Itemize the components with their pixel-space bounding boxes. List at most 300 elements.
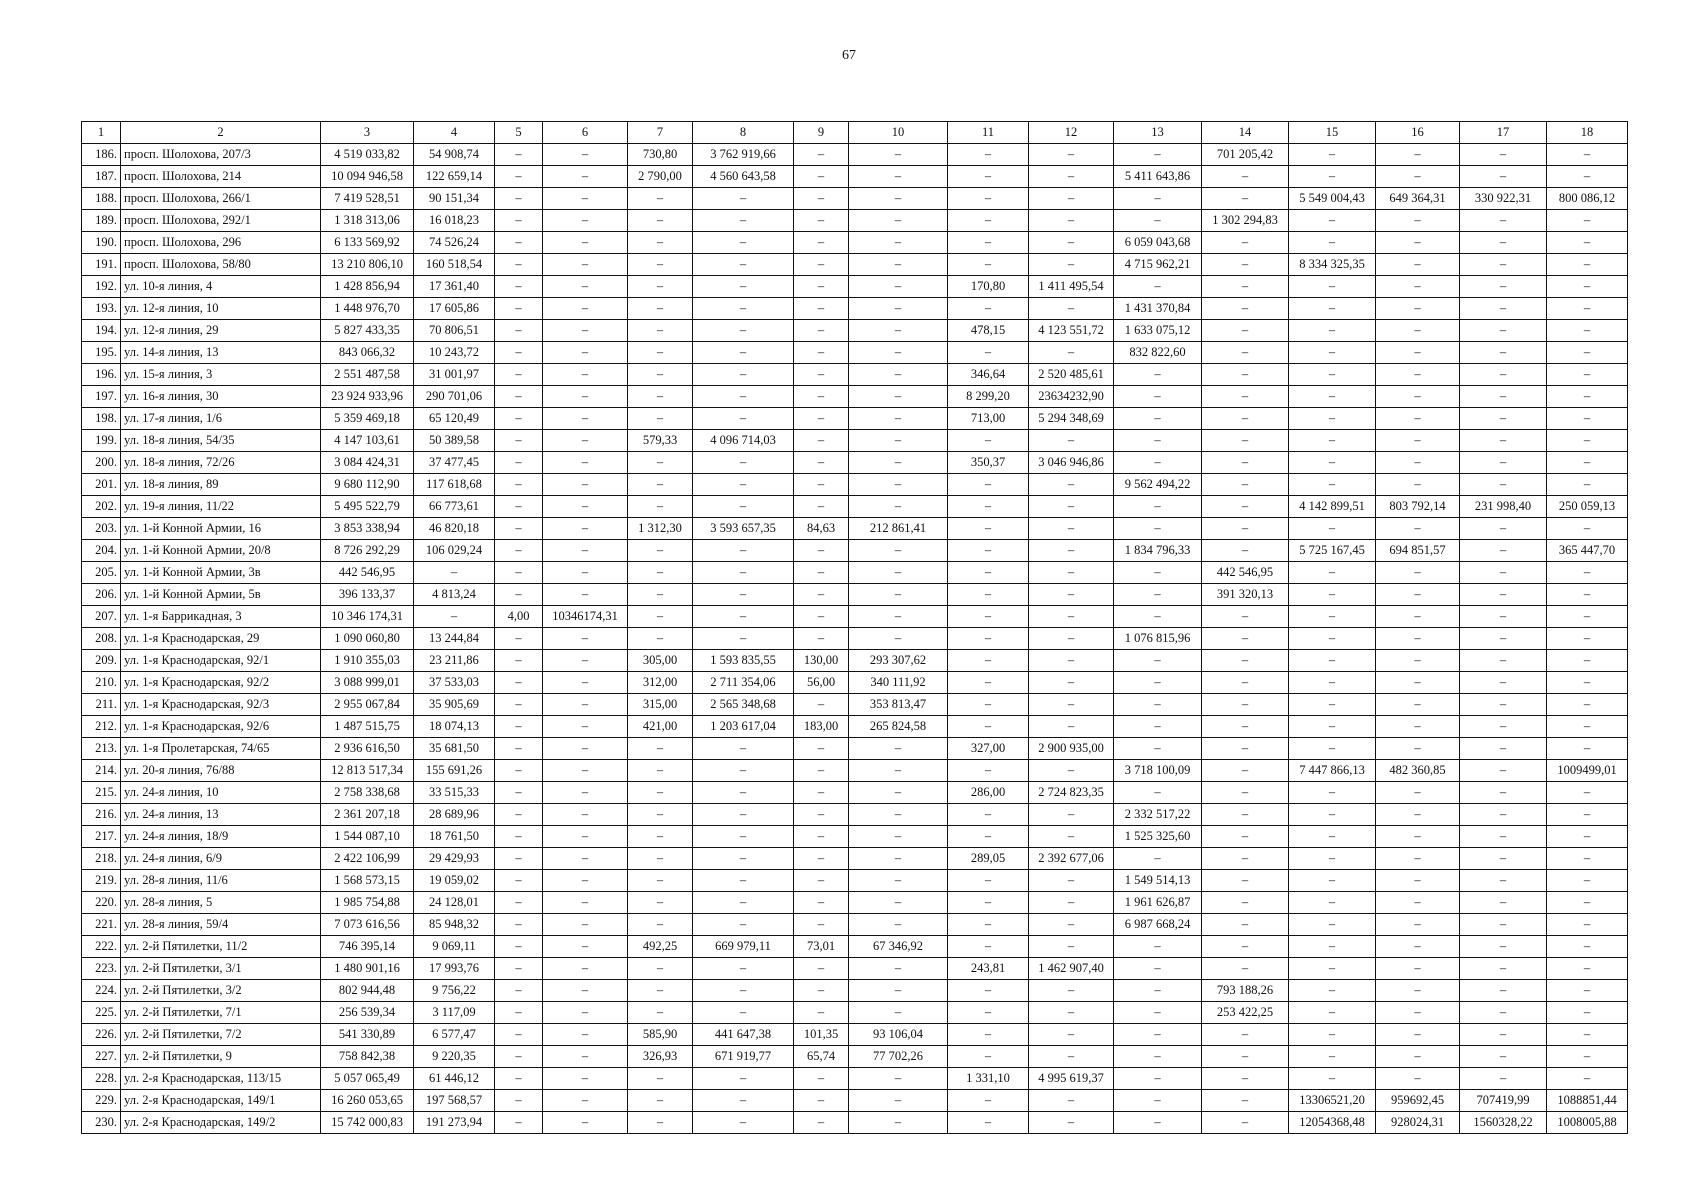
value-cell: – <box>849 562 948 584</box>
value-cell: – <box>495 892 543 914</box>
value-cell: – <box>948 694 1029 716</box>
value-cell: 23 211,86 <box>414 650 495 672</box>
value-cell: – <box>794 1112 849 1134</box>
value-cell: 1008005,88 <box>1547 1112 1628 1134</box>
value-cell: – <box>849 144 948 166</box>
value-cell: – <box>693 386 794 408</box>
value-cell: – <box>1460 804 1547 826</box>
row-number: 226. <box>82 1024 121 1046</box>
value-cell: – <box>1376 936 1460 958</box>
value-cell: 1 593 835,55 <box>693 650 794 672</box>
address-cell: ул. 28-я линия, 5 <box>121 892 321 914</box>
value-cell: 326,93 <box>628 1046 693 1068</box>
value-cell: 4 715 962,21 <box>1114 254 1202 276</box>
value-cell: – <box>495 716 543 738</box>
value-cell: – <box>1460 892 1547 914</box>
value-cell: 6 577,47 <box>414 1024 495 1046</box>
address-cell: ул. 15-я линия, 3 <box>121 364 321 386</box>
value-cell: 694 851,57 <box>1376 540 1460 562</box>
value-cell: – <box>1029 716 1114 738</box>
table-row <box>82 958 1628 980</box>
value-cell: – <box>1547 628 1628 650</box>
value-cell: 758 842,38 <box>321 1046 414 1068</box>
table-row <box>82 210 1628 232</box>
value-cell: 353 813,47 <box>849 694 948 716</box>
value-cell: – <box>1547 144 1628 166</box>
column-header-15: 15 <box>1289 122 1376 144</box>
value-cell: – <box>628 870 693 892</box>
value-cell: – <box>495 166 543 188</box>
value-cell: 16 260 053,65 <box>321 1090 414 1112</box>
value-cell: – <box>794 870 849 892</box>
value-cell: 1 480 901,16 <box>321 958 414 980</box>
value-cell: – <box>543 342 628 364</box>
value-cell: – <box>794 408 849 430</box>
table-row <box>82 408 1628 430</box>
table-row <box>82 980 1628 1002</box>
value-cell: – <box>1376 1002 1460 1024</box>
value-cell: – <box>948 430 1029 452</box>
value-cell: – <box>1289 782 1376 804</box>
row-number: 194. <box>82 320 121 342</box>
value-cell: – <box>1289 1068 1376 1090</box>
table-row <box>82 1068 1628 1090</box>
value-cell: – <box>1029 606 1114 628</box>
row-number: 189. <box>82 210 121 232</box>
value-cell: – <box>495 804 543 826</box>
value-cell: 67 346,92 <box>849 936 948 958</box>
value-cell: – <box>495 1046 543 1068</box>
value-cell: – <box>849 386 948 408</box>
value-cell: – <box>1114 848 1202 870</box>
value-cell: – <box>849 210 948 232</box>
value-cell: – <box>948 562 1029 584</box>
value-cell: 959692,45 <box>1376 1090 1460 1112</box>
value-cell: – <box>495 782 543 804</box>
value-cell: 2 758 338,68 <box>321 782 414 804</box>
value-cell: – <box>1547 958 1628 980</box>
value-cell: – <box>1289 166 1376 188</box>
value-cell: 10 094 946,58 <box>321 166 414 188</box>
address-cell: ул. 1-й Конной Армии, 20/8 <box>121 540 321 562</box>
column-header-10: 10 <box>849 122 948 144</box>
value-cell: 1088851,44 <box>1547 1090 1628 1112</box>
value-cell: 13 210 806,10 <box>321 254 414 276</box>
row-number: 215. <box>82 782 121 804</box>
value-cell: – <box>1202 518 1289 540</box>
value-cell: 12 813 517,34 <box>321 760 414 782</box>
value-cell: 35 681,50 <box>414 738 495 760</box>
value-cell: 730,80 <box>628 144 693 166</box>
address-cell: ул. 2-я Краснодарская, 149/1 <box>121 1090 321 1112</box>
value-cell: – <box>495 496 543 518</box>
value-cell: – <box>543 166 628 188</box>
value-cell: – <box>1547 232 1628 254</box>
value-cell: – <box>1202 1112 1289 1134</box>
value-cell: – <box>1202 936 1289 958</box>
address-cell: ул. 18-я линия, 89 <box>121 474 321 496</box>
value-cell: – <box>1114 188 1202 210</box>
value-cell: – <box>1029 188 1114 210</box>
value-cell: 1 985 754,88 <box>321 892 414 914</box>
value-cell: 50 389,58 <box>414 430 495 452</box>
value-cell: – <box>693 188 794 210</box>
value-cell: – <box>948 1046 1029 1068</box>
row-number: 207. <box>82 606 121 628</box>
value-cell: – <box>693 628 794 650</box>
value-cell: – <box>849 540 948 562</box>
value-cell: 1009499,01 <box>1547 760 1628 782</box>
value-cell: – <box>495 386 543 408</box>
value-cell: 1 448 976,70 <box>321 298 414 320</box>
value-cell: 649 364,31 <box>1376 188 1460 210</box>
address-cell: ул. 24-я линия, 13 <box>121 804 321 826</box>
value-cell: – <box>1289 694 1376 716</box>
value-cell: – <box>543 320 628 342</box>
value-cell: – <box>1547 584 1628 606</box>
column-header-9: 9 <box>794 122 849 144</box>
value-cell: 293 307,62 <box>849 650 948 672</box>
value-cell: 3 117,09 <box>414 1002 495 1024</box>
value-cell: – <box>1547 210 1628 232</box>
row-number: 225. <box>82 1002 121 1024</box>
value-cell: – <box>1460 276 1547 298</box>
value-cell: – <box>628 210 693 232</box>
value-cell: – <box>495 826 543 848</box>
value-cell: – <box>1029 650 1114 672</box>
value-cell: 5 411 643,86 <box>1114 166 1202 188</box>
column-header-18: 18 <box>1547 122 1628 144</box>
table-row <box>82 254 1628 276</box>
value-cell: – <box>1376 584 1460 606</box>
row-number: 195. <box>82 342 121 364</box>
value-cell: 746 395,14 <box>321 936 414 958</box>
value-cell: – <box>543 276 628 298</box>
value-cell: – <box>1376 452 1460 474</box>
value-cell: 17 993,76 <box>414 958 495 980</box>
value-cell: 290 701,06 <box>414 386 495 408</box>
value-cell: – <box>693 980 794 1002</box>
address-cell: ул. 12-я линия, 29 <box>121 320 321 342</box>
row-number: 219. <box>82 870 121 892</box>
value-cell: 117 618,68 <box>414 474 495 496</box>
value-cell: – <box>543 540 628 562</box>
value-cell: – <box>1029 210 1114 232</box>
value-cell: – <box>1289 232 1376 254</box>
value-cell: – <box>1460 1046 1547 1068</box>
value-cell: 346,64 <box>948 364 1029 386</box>
value-cell: – <box>1376 298 1460 320</box>
value-cell: 28 689,96 <box>414 804 495 826</box>
table-row <box>82 1090 1628 1112</box>
value-cell: – <box>1029 474 1114 496</box>
value-cell: – <box>948 672 1029 694</box>
table-row <box>82 584 1628 606</box>
value-cell: 243,81 <box>948 958 1029 980</box>
value-cell: – <box>693 1090 794 1112</box>
value-cell: – <box>794 958 849 980</box>
value-cell: – <box>849 958 948 980</box>
value-cell: – <box>794 562 849 584</box>
value-cell: – <box>794 606 849 628</box>
value-cell: 10 346 174,31 <box>321 606 414 628</box>
value-cell: – <box>1376 518 1460 540</box>
value-cell: – <box>948 1090 1029 1112</box>
value-cell: – <box>849 848 948 870</box>
address-cell: ул. 1-я Краснодарская, 92/2 <box>121 672 321 694</box>
value-cell: 1 318 313,06 <box>321 210 414 232</box>
value-cell: – <box>495 1090 543 1112</box>
value-cell: – <box>1547 298 1628 320</box>
value-cell: – <box>693 914 794 936</box>
value-cell: – <box>628 804 693 826</box>
value-cell: – <box>1547 364 1628 386</box>
value-cell: – <box>543 1112 628 1134</box>
value-cell: – <box>543 1002 628 1024</box>
value-cell: 170,80 <box>948 276 1029 298</box>
value-cell: – <box>693 1112 794 1134</box>
row-number: 186. <box>82 144 121 166</box>
row-number: 200. <box>82 452 121 474</box>
row-number: 198. <box>82 408 121 430</box>
value-cell: 4 096 714,03 <box>693 430 794 452</box>
value-cell: – <box>495 320 543 342</box>
value-cell: – <box>628 342 693 364</box>
value-cell: – <box>1289 298 1376 320</box>
value-cell: – <box>1029 254 1114 276</box>
value-cell: 90 151,34 <box>414 188 495 210</box>
value-cell: – <box>1289 980 1376 1002</box>
table-row <box>82 1046 1628 1068</box>
value-cell: – <box>1029 232 1114 254</box>
value-cell: 9 220,35 <box>414 1046 495 1068</box>
value-cell: – <box>794 738 849 760</box>
value-cell: – <box>1376 606 1460 628</box>
value-cell: 1 525 325,60 <box>1114 826 1202 848</box>
value-cell: – <box>1202 320 1289 342</box>
value-cell: – <box>1029 1024 1114 1046</box>
value-cell: – <box>948 870 1029 892</box>
value-cell: – <box>794 474 849 496</box>
value-cell: – <box>1460 628 1547 650</box>
address-cell: ул. 19-я линия, 11/22 <box>121 496 321 518</box>
value-cell: – <box>849 188 948 210</box>
value-cell: – <box>1460 672 1547 694</box>
value-cell: – <box>1376 1068 1460 1090</box>
value-cell: 54 908,74 <box>414 144 495 166</box>
value-cell: 8 299,20 <box>948 386 1029 408</box>
table-row <box>82 276 1628 298</box>
value-cell: 541 330,89 <box>321 1024 414 1046</box>
value-cell: – <box>1202 386 1289 408</box>
column-header-13: 13 <box>1114 122 1202 144</box>
value-cell: – <box>1460 298 1547 320</box>
value-cell: – <box>414 562 495 584</box>
value-cell: – <box>1202 914 1289 936</box>
value-cell: – <box>794 1090 849 1112</box>
table-row <box>82 342 1628 364</box>
value-cell: 1 090 060,80 <box>321 628 414 650</box>
value-cell: 74 526,24 <box>414 232 495 254</box>
row-number: 212. <box>82 716 121 738</box>
address-cell: ул. 1-й Конной Армии, 3в <box>121 562 321 584</box>
value-cell: – <box>1547 1046 1628 1068</box>
value-cell: – <box>693 276 794 298</box>
value-cell: – <box>1029 892 1114 914</box>
value-cell: 1 633 075,12 <box>1114 320 1202 342</box>
table-row <box>82 320 1628 342</box>
value-cell: – <box>1547 804 1628 826</box>
value-cell: 802 944,48 <box>321 980 414 1002</box>
address-cell: ул. 2-я Краснодарская, 113/15 <box>121 1068 321 1090</box>
value-cell: – <box>628 254 693 276</box>
value-cell: – <box>543 144 628 166</box>
value-cell: – <box>1029 1090 1114 1112</box>
value-cell: 2 790,00 <box>628 166 693 188</box>
value-cell: – <box>495 144 543 166</box>
address-cell: ул. 2-я Краснодарская, 149/2 <box>121 1112 321 1134</box>
value-cell: – <box>849 342 948 364</box>
value-cell: – <box>1029 980 1114 1002</box>
value-cell: – <box>1547 782 1628 804</box>
value-cell: 289,05 <box>948 848 1029 870</box>
value-cell: – <box>1376 342 1460 364</box>
value-cell: – <box>1460 782 1547 804</box>
address-cell: просп. Шолохова, 207/3 <box>121 144 321 166</box>
value-cell: – <box>1029 826 1114 848</box>
value-cell: – <box>1029 144 1114 166</box>
table-row <box>82 232 1628 254</box>
value-cell: – <box>1029 914 1114 936</box>
value-cell: 212 861,41 <box>849 518 948 540</box>
value-cell: – <box>794 914 849 936</box>
value-cell: 579,33 <box>628 430 693 452</box>
value-cell: – <box>1376 1046 1460 1068</box>
value-cell: – <box>1202 694 1289 716</box>
value-cell: – <box>1547 276 1628 298</box>
value-cell: – <box>693 584 794 606</box>
value-cell: 4 147 103,61 <box>321 430 414 452</box>
value-cell: 441 647,38 <box>693 1024 794 1046</box>
value-cell: – <box>495 848 543 870</box>
table-row <box>82 628 1628 650</box>
value-cell: – <box>1289 1046 1376 1068</box>
value-cell: 2 551 487,58 <box>321 364 414 386</box>
value-cell: – <box>1289 958 1376 980</box>
value-cell: – <box>1376 144 1460 166</box>
value-cell: – <box>1376 364 1460 386</box>
value-cell: – <box>1460 760 1547 782</box>
value-cell: – <box>1547 672 1628 694</box>
table-row <box>82 474 1628 496</box>
value-cell: – <box>495 1068 543 1090</box>
value-cell: 8 726 292,29 <box>321 540 414 562</box>
value-cell: – <box>1202 408 1289 430</box>
value-cell: 2 724 823,35 <box>1029 782 1114 804</box>
value-cell: – <box>1460 364 1547 386</box>
value-cell: – <box>1114 144 1202 166</box>
value-cell: – <box>1202 254 1289 276</box>
value-cell: – <box>1289 1002 1376 1024</box>
value-cell: – <box>1460 694 1547 716</box>
value-cell: – <box>1376 650 1460 672</box>
value-cell: – <box>628 826 693 848</box>
value-cell: – <box>1376 848 1460 870</box>
value-cell: 669 979,11 <box>693 936 794 958</box>
value-cell: – <box>849 892 948 914</box>
value-cell: – <box>1202 716 1289 738</box>
value-cell: – <box>495 276 543 298</box>
value-cell: 1 834 796,33 <box>1114 540 1202 562</box>
row-number: 206. <box>82 584 121 606</box>
table-row <box>82 936 1628 958</box>
value-cell: – <box>1289 826 1376 848</box>
value-cell: – <box>693 1068 794 1090</box>
table-row <box>82 1002 1628 1024</box>
value-cell: – <box>1547 254 1628 276</box>
value-cell: – <box>1029 804 1114 826</box>
value-cell: – <box>849 364 948 386</box>
value-cell: 84,63 <box>794 518 849 540</box>
value-cell: – <box>948 210 1029 232</box>
value-cell: – <box>1202 1024 1289 1046</box>
value-cell: 33 515,33 <box>414 782 495 804</box>
value-cell: 37 477,45 <box>414 452 495 474</box>
value-cell: – <box>948 826 1029 848</box>
value-cell: – <box>543 254 628 276</box>
column-header-6: 6 <box>543 122 628 144</box>
value-cell: – <box>693 760 794 782</box>
value-cell: 2 392 677,06 <box>1029 848 1114 870</box>
value-cell: – <box>794 188 849 210</box>
value-cell: – <box>543 980 628 1002</box>
address-cell: ул. 1-я Краснодарская, 92/6 <box>121 716 321 738</box>
value-cell: 4 560 643,58 <box>693 166 794 188</box>
value-cell: 265 824,58 <box>849 716 948 738</box>
address-cell: ул. 24-я линия, 6/9 <box>121 848 321 870</box>
value-cell: – <box>794 276 849 298</box>
value-cell: 671 919,77 <box>693 1046 794 1068</box>
value-cell: – <box>543 936 628 958</box>
value-cell: – <box>628 738 693 760</box>
value-cell: 17 361,40 <box>414 276 495 298</box>
value-cell: – <box>693 606 794 628</box>
value-cell: – <box>1029 694 1114 716</box>
value-cell: – <box>693 474 794 496</box>
value-cell: – <box>1029 936 1114 958</box>
value-cell: – <box>495 188 543 210</box>
column-header-17: 17 <box>1460 122 1547 144</box>
value-cell: 713,00 <box>948 408 1029 430</box>
value-cell: 15 742 000,83 <box>321 1112 414 1134</box>
value-cell: – <box>1029 1002 1114 1024</box>
value-cell: 442 546,95 <box>1202 562 1289 584</box>
value-cell: – <box>1460 1002 1547 1024</box>
value-cell: – <box>1029 430 1114 452</box>
row-number: 199. <box>82 430 121 452</box>
table-row <box>82 562 1628 584</box>
value-cell: – <box>1202 1046 1289 1068</box>
value-cell: – <box>1029 562 1114 584</box>
value-cell: – <box>1460 430 1547 452</box>
value-cell: – <box>693 782 794 804</box>
value-cell: 3 046 946,86 <box>1029 452 1114 474</box>
value-cell: 10 243,72 <box>414 342 495 364</box>
value-cell: 330 922,31 <box>1460 188 1547 210</box>
value-cell: – <box>1202 760 1289 782</box>
value-cell: – <box>1029 672 1114 694</box>
table-row <box>82 364 1628 386</box>
